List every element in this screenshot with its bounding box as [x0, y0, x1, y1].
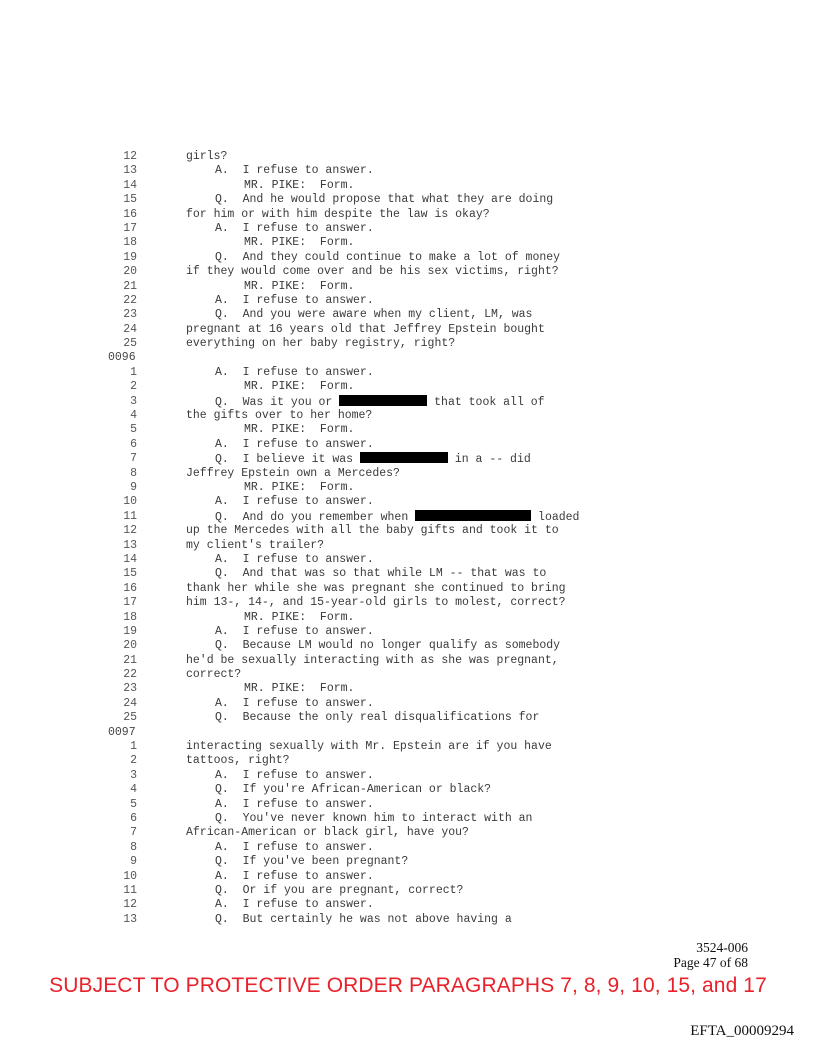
line-text	[215, 639, 560, 653]
line-number: 7	[130, 452, 137, 466]
line-number: 9	[130, 480, 137, 494]
line-text-segment: tattoos, right?	[186, 754, 290, 768]
line-text	[186, 337, 455, 351]
transcript-line	[0, 697, 816, 711]
line-number: 12	[123, 150, 137, 163]
line-text	[215, 164, 374, 178]
line-number: 10	[123, 495, 137, 509]
line-number: 15	[123, 567, 137, 581]
line-text	[186, 265, 559, 279]
transcript-line	[0, 222, 816, 236]
line-text	[186, 740, 552, 754]
line-text-segment: A. I refuse to answer.	[215, 797, 374, 811]
line-text	[244, 236, 354, 250]
line-text	[186, 582, 566, 596]
transcript-line	[0, 280, 816, 294]
line-text-segment: that took all of	[427, 395, 545, 409]
transcript-line	[0, 467, 816, 481]
line-text-segment: Q. And he would propose that what they are doing	[215, 193, 554, 207]
line-text-segment: Q. But certainly he was not above having a	[215, 912, 512, 926]
transcript-line	[0, 668, 816, 682]
line-number: 13	[123, 538, 137, 552]
transcript-line	[0, 654, 816, 668]
line-text-segment: him 13-, 14-, and 15-year-old girls to molest, correct?	[186, 596, 566, 610]
line-text-segment: in a -- did	[447, 453, 531, 467]
line-text	[215, 567, 546, 581]
line-text-segment: MR. PIKE: Form.	[244, 682, 355, 696]
line-number: 11	[123, 509, 137, 523]
line-text-segment: A. I refuse to answer.	[215, 768, 374, 782]
line-text	[186, 668, 241, 682]
line-text-segment: MR. PIKE: Form.	[244, 178, 355, 192]
transcript-line	[0, 913, 816, 927]
line-text-segment: for him or with him despite the law is okay?	[186, 207, 490, 221]
line-text-segment: MR. PIKE: Form.	[244, 480, 355, 494]
line-text-segment: Q. You've never known him to interact with an	[215, 811, 533, 825]
transcript-line	[0, 826, 816, 840]
line-text-segment: MR. PIKE: Form.	[244, 610, 355, 624]
page-number: 0096	[108, 351, 136, 365]
transcript-line	[0, 711, 816, 725]
line-text-segment: A. I refuse to answer.	[215, 164, 374, 178]
line-text-segment: Q. I believe it was	[215, 453, 360, 467]
transcript-line	[0, 208, 816, 222]
line-number: 17	[123, 596, 137, 610]
line-text-segment: MR. PIKE: Form.	[244, 423, 355, 437]
line-number: 25	[123, 337, 137, 351]
transcript-line	[0, 567, 816, 581]
transcript-line	[0, 740, 816, 754]
transcript-line	[0, 179, 816, 193]
line-text	[215, 438, 374, 452]
line-number: 1	[130, 365, 137, 379]
line-text	[186, 467, 400, 481]
line-text	[215, 193, 553, 207]
line-text	[244, 423, 354, 437]
transcript-line	[0, 150, 816, 164]
page-number: 0097	[108, 725, 136, 739]
line-text	[244, 280, 354, 294]
line-number: 20	[123, 265, 137, 279]
line-text	[186, 208, 490, 222]
transcript-page-marker	[0, 726, 816, 740]
transcript-line	[0, 481, 816, 495]
transcript-line	[0, 251, 816, 265]
line-number: 19	[123, 250, 137, 264]
line-text-segment: MR. PIKE: Form.	[244, 380, 355, 394]
line-text-segment: Q. Because the only real disqualifications for	[215, 711, 540, 725]
line-number: 25	[123, 711, 137, 725]
transcript-line	[0, 495, 816, 509]
transcript-line	[0, 510, 816, 524]
line-number: 15	[123, 193, 137, 207]
line-number: 13	[123, 164, 137, 178]
line-text	[186, 754, 290, 768]
line-number: 5	[130, 797, 137, 811]
line-text	[215, 395, 545, 410]
line-text	[215, 452, 531, 467]
document-code-block	[673, 940, 748, 970]
line-text-segment: Q. Because LM would no longer qualify as somebody	[215, 639, 561, 653]
line-text	[215, 222, 374, 236]
line-text-segment: A. I refuse to answer.	[215, 221, 374, 235]
line-number: 7	[130, 826, 137, 840]
transcript-line	[0, 337, 816, 351]
line-number: 5	[130, 423, 137, 437]
transcript-line	[0, 265, 816, 279]
line-text-segment: Q. And do you remember when	[215, 510, 416, 524]
bates-number: EFTA_00009294	[690, 1023, 794, 1039]
transcript-line	[0, 438, 816, 452]
line-number: 6	[130, 811, 137, 825]
line-number: 24	[123, 322, 137, 336]
redaction-bar	[339, 395, 427, 406]
page-count: Page 47 of 68	[673, 955, 748, 970]
line-text	[215, 697, 374, 711]
line-number: 18	[123, 236, 137, 250]
line-text	[215, 812, 532, 826]
transcript-line	[0, 539, 816, 553]
line-text-segment: Q. And they could continue to make a lot of money	[215, 250, 561, 264]
line-number: 14	[123, 552, 137, 566]
line-text-segment: the gifts over to her home?	[186, 409, 373, 423]
transcript-line	[0, 596, 816, 610]
line-text-segment: Q. And you were aware when my client, LM, was	[215, 308, 533, 322]
line-number: 9	[130, 855, 137, 869]
transcript-line	[0, 323, 816, 337]
line-text-segment: if they would come over and be his sex victims, right?	[186, 265, 559, 279]
line-number: 8	[130, 840, 137, 854]
line-text	[186, 539, 324, 553]
line-text-segment: up the Mercedes with all the baby gifts and took it to	[186, 524, 559, 538]
transcript-line	[0, 193, 816, 207]
line-text	[215, 251, 560, 265]
line-text	[215, 884, 463, 898]
line-number: 3	[130, 394, 137, 408]
transcript-page-marker	[0, 351, 816, 365]
line-text-segment: Q. If you've been pregnant?	[215, 855, 409, 869]
transcript-line	[0, 294, 816, 308]
line-text-segment: correct?	[186, 668, 242, 682]
line-text	[186, 524, 559, 538]
line-number: 4	[130, 783, 137, 797]
transcript-line	[0, 783, 816, 797]
line-text	[215, 769, 374, 783]
transcript-line	[0, 754, 816, 768]
line-text-segment: A. I refuse to answer.	[215, 869, 374, 883]
transcript-line	[0, 582, 816, 596]
deposition-transcript	[0, 150, 816, 927]
line-text	[244, 611, 354, 625]
line-number: 16	[123, 581, 137, 595]
line-text-segment: everything on her baby registry, right?	[186, 337, 456, 351]
line-text-segment: loaded	[531, 510, 580, 524]
line-text	[215, 898, 374, 912]
line-text-segment: girls?	[186, 150, 228, 163]
line-number: 12	[123, 524, 137, 538]
line-number: 13	[123, 912, 137, 926]
transcript-line	[0, 812, 816, 826]
line-text	[215, 510, 579, 525]
line-text	[215, 870, 374, 884]
line-number: 6	[130, 437, 137, 451]
transcript-line	[0, 308, 816, 322]
line-text	[215, 913, 512, 927]
line-text	[215, 294, 374, 308]
line-number: 23	[123, 682, 137, 696]
line-text-segment: he'd be sexually interacting with as she was pregnant,	[186, 653, 559, 667]
protective-order-notice: SUBJECT TO PROTECTIVE ORDER PARAGRAPHS 7, 8, 9, 10, 15, and 17	[49, 974, 767, 997]
line-text	[244, 179, 354, 193]
line-text-segment: A. I refuse to answer.	[215, 293, 374, 307]
line-text	[244, 682, 354, 696]
line-text-segment: A. I refuse to answer.	[215, 495, 374, 509]
line-text-segment: A. I refuse to answer.	[215, 365, 374, 379]
line-text-segment: MR. PIKE: Form.	[244, 279, 355, 293]
line-number: 4	[130, 409, 137, 423]
line-text	[215, 308, 532, 322]
transcript-line	[0, 884, 816, 898]
transcript-line	[0, 366, 816, 380]
line-number: 17	[123, 221, 137, 235]
line-text-segment: Q. Was it you or	[215, 395, 340, 409]
line-text	[215, 841, 374, 855]
line-text	[215, 798, 374, 812]
line-text-segment: A. I refuse to answer.	[215, 898, 374, 912]
transcript-line	[0, 769, 816, 783]
transcript-line	[0, 236, 816, 250]
transcript-line	[0, 841, 816, 855]
line-number: 23	[123, 308, 137, 322]
line-text	[244, 380, 354, 394]
line-text	[186, 826, 469, 840]
transcript-line	[0, 798, 816, 812]
transcript-line	[0, 423, 816, 437]
line-text-segment: African-American or black girl, have you?	[186, 826, 469, 840]
line-number: 2	[130, 754, 137, 768]
transcript-line	[0, 553, 816, 567]
line-number: 2	[130, 380, 137, 394]
transcript-line	[0, 682, 816, 696]
line-text	[215, 553, 374, 567]
line-number: 22	[123, 668, 137, 682]
transcript-line	[0, 898, 816, 912]
line-number: 3	[130, 768, 137, 782]
transcript-line	[0, 164, 816, 178]
line-number: 8	[130, 466, 137, 480]
line-number: 12	[123, 898, 137, 912]
line-text-segment: my client's trailer?	[186, 538, 325, 552]
line-text	[215, 783, 491, 797]
document-code: 3524-006	[696, 940, 748, 955]
line-text-segment: Q. If you're African-American or black?	[215, 783, 492, 797]
transcript-line	[0, 855, 816, 869]
transcript-line	[0, 452, 816, 466]
transcript-line	[0, 639, 816, 653]
line-number: 14	[123, 178, 137, 192]
line-text-segment: A. I refuse to answer.	[215, 624, 374, 638]
line-number: 1	[130, 740, 137, 754]
line-text-segment: Jeffrey Epstein own a Mercedes?	[186, 466, 400, 480]
line-text	[215, 366, 374, 380]
line-number: 10	[123, 869, 137, 883]
line-text-segment: interacting sexually with Mr. Epstein are if you have	[186, 740, 552, 754]
line-text-segment: A. I refuse to answer.	[215, 696, 374, 710]
line-number: 11	[123, 883, 137, 897]
line-number: 16	[123, 207, 137, 221]
line-text	[186, 409, 372, 423]
line-text	[186, 596, 566, 610]
line-number: 21	[123, 653, 137, 667]
transcript-line	[0, 380, 816, 394]
line-text	[186, 150, 227, 164]
transcript-line	[0, 395, 816, 409]
line-text	[215, 711, 539, 725]
line-text	[186, 323, 545, 337]
line-number: 22	[123, 293, 137, 307]
transcript-line	[0, 870, 816, 884]
line-text-segment: A. I refuse to answer.	[215, 840, 374, 854]
line-number: 19	[123, 624, 137, 638]
transcript-line	[0, 611, 816, 625]
line-text-segment: MR. PIKE: Form.	[244, 236, 355, 250]
line-text-segment: Q. And that was so that while LM -- that was to	[215, 567, 547, 581]
transcript-line	[0, 409, 816, 423]
line-text-segment: A. I refuse to answer.	[215, 437, 374, 451]
line-text	[244, 481, 354, 495]
line-text	[186, 654, 559, 668]
redaction-bar	[360, 452, 448, 463]
line-number: 21	[123, 279, 137, 293]
redaction-bar	[415, 510, 531, 521]
line-number: 18	[123, 610, 137, 624]
line-text-segment: Q. Or if you are pregnant, correct?	[215, 883, 464, 897]
line-text-segment: thank her while she was pregnant she continued to bring	[186, 581, 566, 595]
line-text-segment: A. I refuse to answer.	[215, 552, 374, 566]
line-text-segment: pregnant at 16 years old that Jeffrey Epstein bought	[186, 322, 545, 336]
line-text	[215, 495, 374, 509]
transcript-line	[0, 524, 816, 538]
line-text	[215, 625, 374, 639]
transcript-line	[0, 625, 816, 639]
line-text	[215, 855, 408, 869]
line-number: 20	[123, 639, 137, 653]
line-number: 24	[123, 696, 137, 710]
